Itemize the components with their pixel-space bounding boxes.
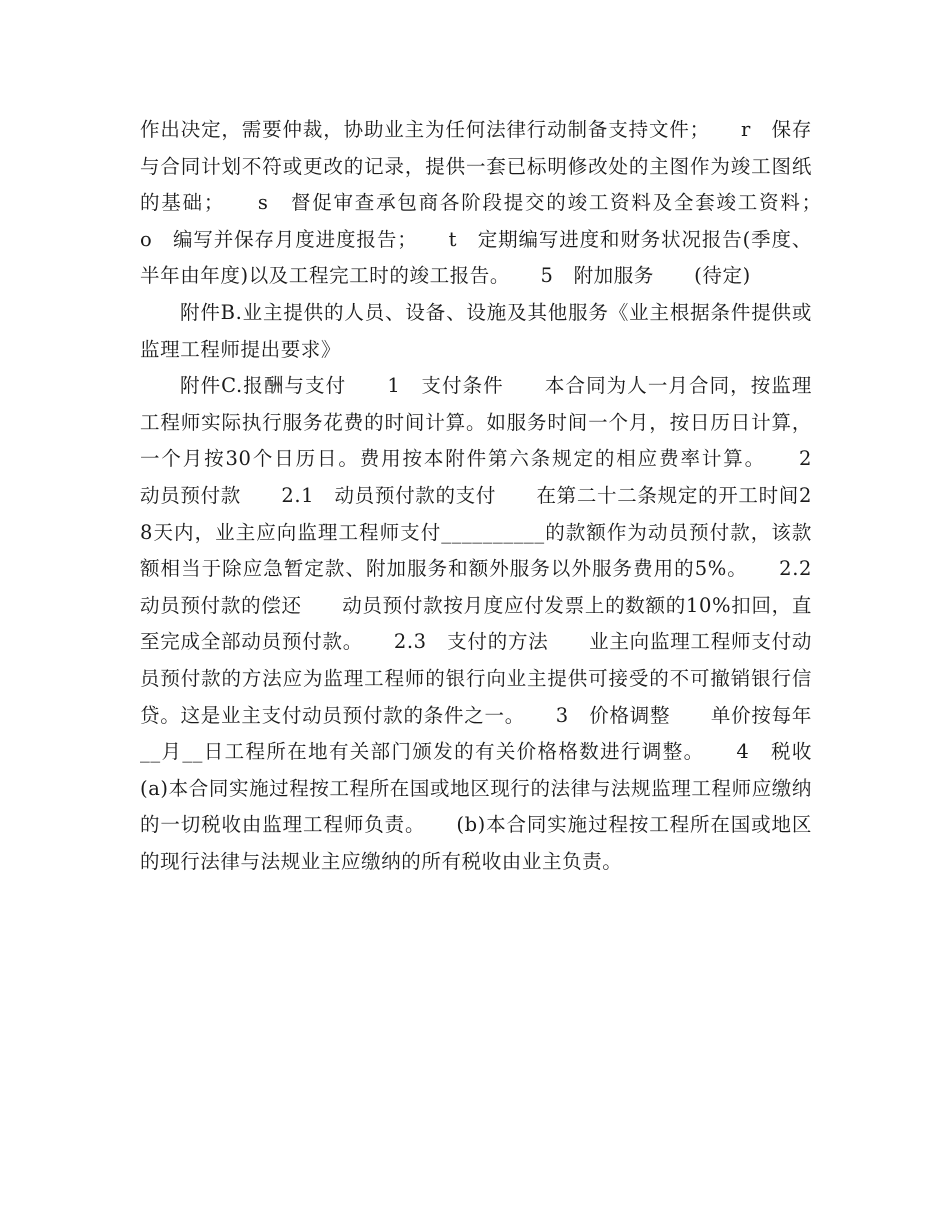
paragraph-annex-b: 附件B.业主提供的人员、设备、设施及其他服务《业主根据条件提供或监理工程师提出要求》 [140, 300, 812, 361]
paragraph-supervision-duties: 作出决定，需要仲裁，协助业主为任何法律行动制备支持文件； r 保存与合同计划不符或更改的记录，提供一套已标明修改处的主图作为竣工图纸的基础； s 督促审查承包商各阶段提交的竣工资料及全套竣工资料； o 编写并保存月度进度报告； t 定期编写进度和财务状况报告(季度、半年由年度)以及工程完工时的竣工报告。 5 附加服务 (待定) [140, 118, 853, 288]
document-body [140, 112, 853, 880]
paragraph-annex-c: 附件C.报酬与支付 1 支付条件 本合同为人一月合同，按监理工程师实际执行服务花费的时间计算。如服务时间一个月，按日历日计算，一个月按30个日历日。费用按本附件第六条规定的相应费率计算。 2 动员预付款 2.1 动员预付款的支付 在第二十二条规定的开工时间28天内，业主应向监理工程师支付__________的款额作为动员预付款，该款额相当于除应急暂定款、附加服务和额外服务以外服务费用的5%。 2.2 动员预付款的偿还 动员预付款按月度应付发票上的数额的10%扣回，直至完成全部动员预付款。 2.3 支付的方法 业主向监理工程师支付动员预付款的方法应为监理工程师的银行向业主提供可接受的不可撤销银行信贷。这是业主支付动员预付款的条件之一。 3 价格调整 单价按每年__月__日工程所在地有关部门颁发的有关价格格数进行调整。 4 税收 (a)本合同实施过程按工程所在国或地区现行的法律与法规监理工程师应缴纳的一切税收由监理工程师负责。 (b)本合同实施过程按工程所在国或地区的现行法律与法规业主应缴纳的所有税收由业主负责。 [140, 374, 853, 873]
